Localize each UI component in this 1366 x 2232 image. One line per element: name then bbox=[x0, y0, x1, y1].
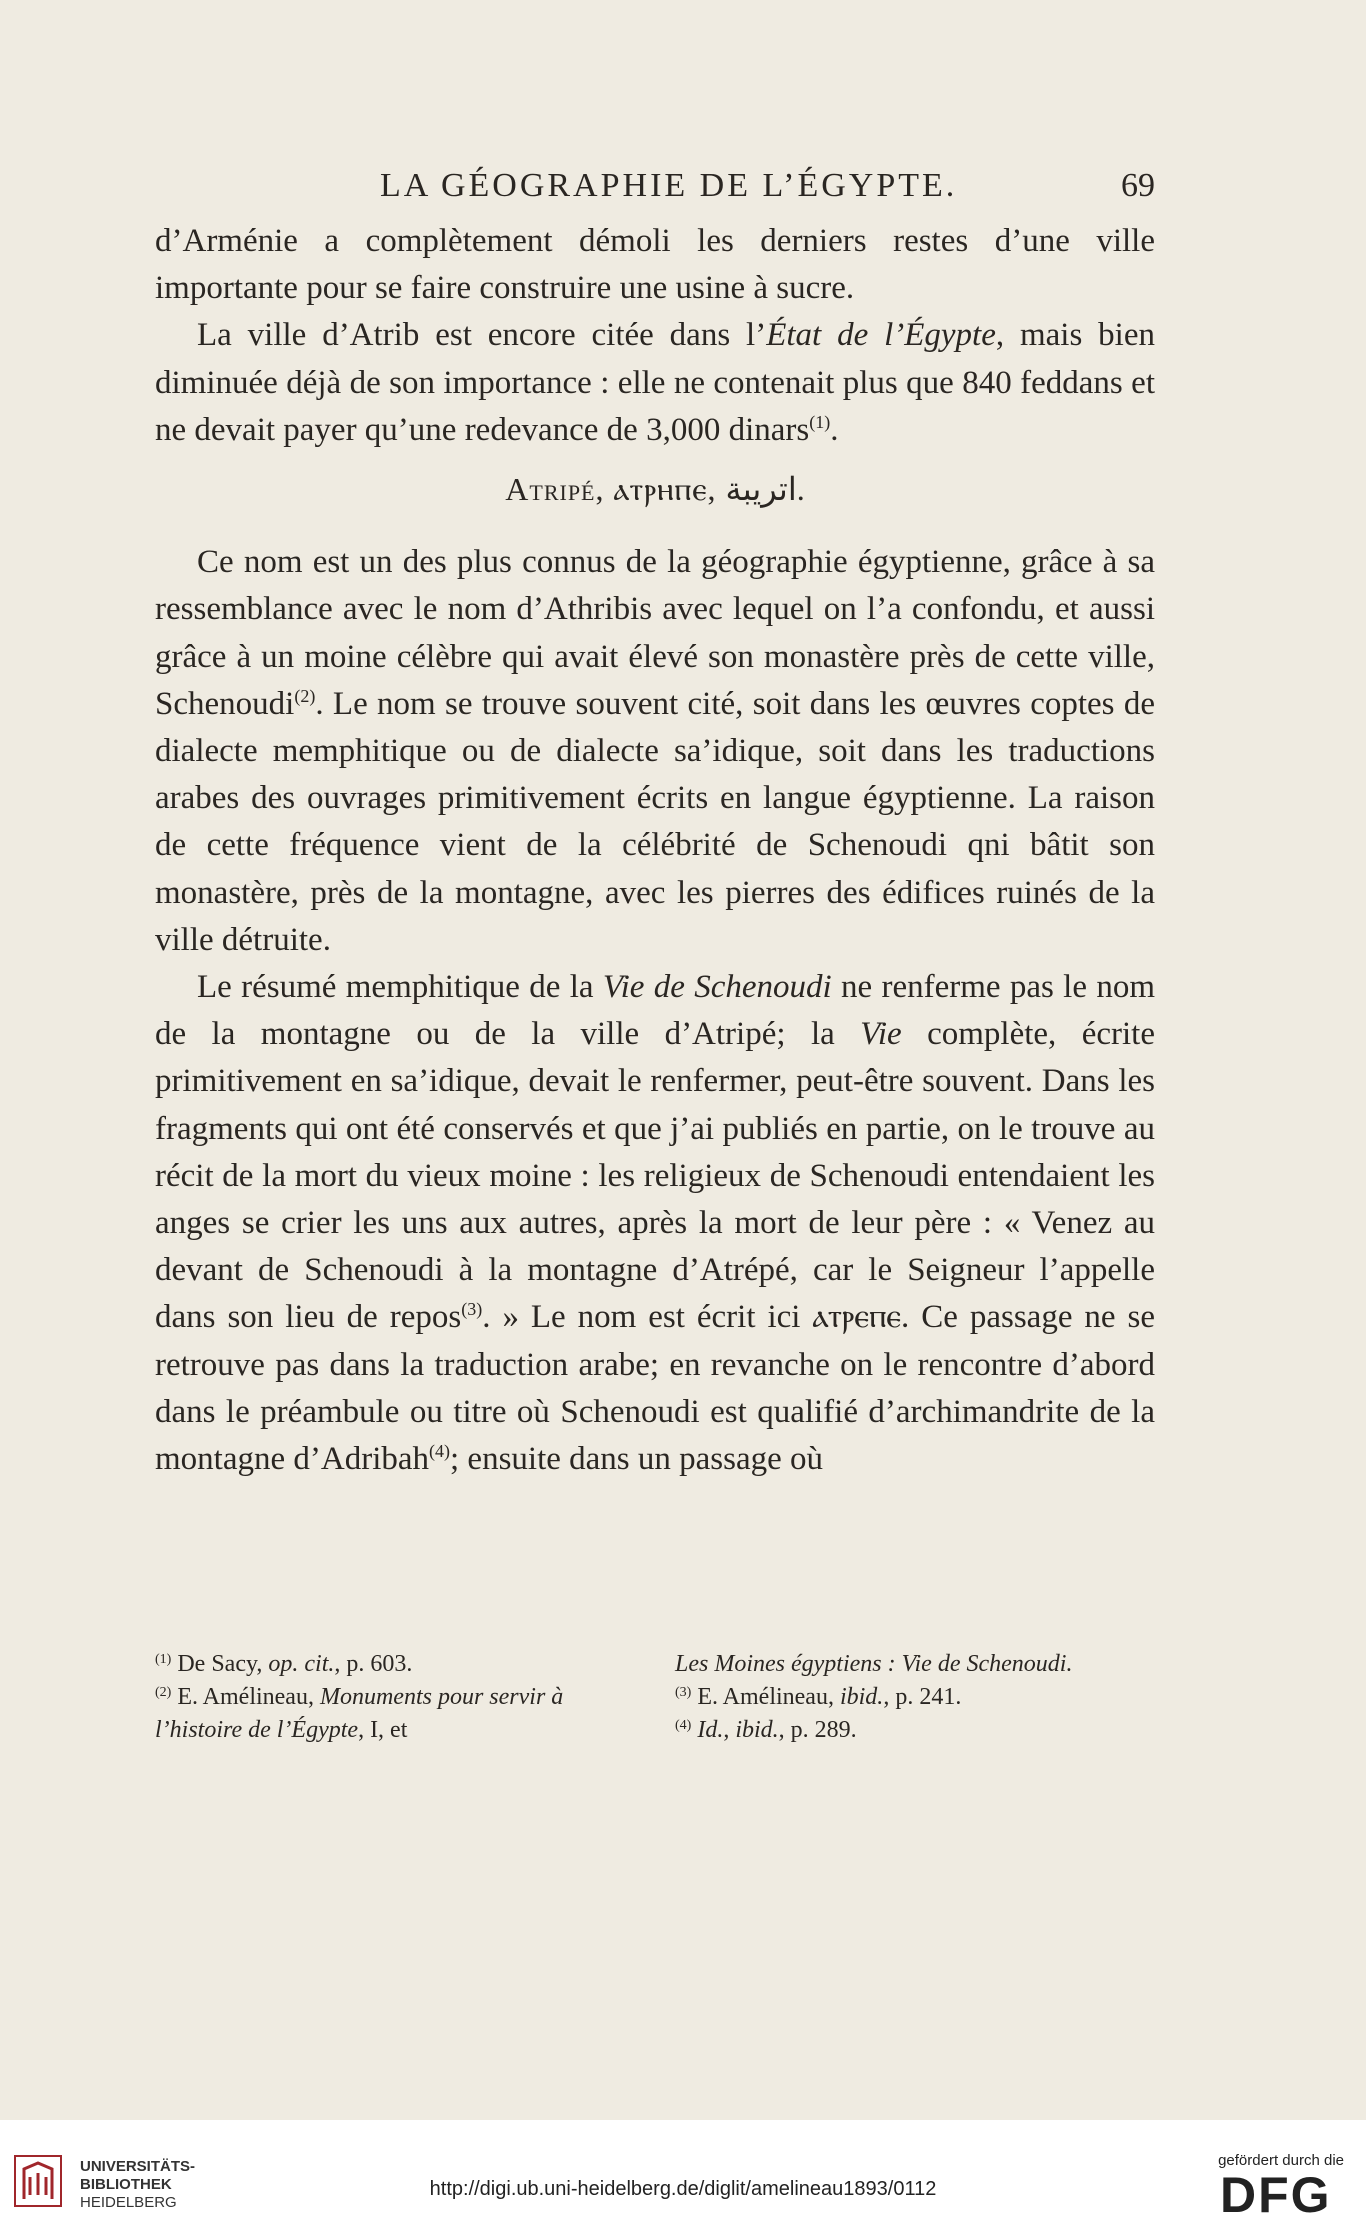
page-number: 69 bbox=[1121, 167, 1155, 204]
page-url-link[interactable]: http://digi.ub.uni-heidelberg.de/diglit/amelineau1893/0112 bbox=[429, 2178, 937, 2200]
body-text bbox=[155, 218, 1155, 1483]
svg-text:DFG: DFG bbox=[1220, 2168, 1332, 2218]
funded-by-caption: gefördert durch die bbox=[1218, 2152, 1344, 2169]
footnote-ref-4[interactable]: (4) bbox=[429, 1441, 451, 1462]
footnote-1: $^{(1)}$ De Sacy, op. cit., p. 603. bbox=[155, 1651, 413, 1677]
footnotes-left-column bbox=[155, 1648, 635, 1747]
footnote-2-continued: Les Moines égyptiens : Vie de Schenoudi. bbox=[675, 1651, 1073, 1677]
footnotes-right-column bbox=[675, 1648, 1155, 1747]
footnote-4: $^{(4)}$ Id., ibid., p. 289. bbox=[675, 1717, 857, 1743]
paragraph-2: La ville d’Atrib est encore citée dans l’État de l’Égypte, mais bien diminuée déjà de son importance : elle ne contenait plus que 840 feddans et ne devait payer qu’une redevance de 3,000 dinars$^{(1)}$. bbox=[155, 317, 1155, 448]
footnote-ref-2[interactable]: (2) bbox=[294, 685, 316, 706]
footnote-ref-3[interactable]: (3) bbox=[461, 1299, 483, 1320]
library-name: UNIVERSITÄTS- BIBLIOTHEK HEIDELBERG bbox=[80, 2158, 196, 2211]
running-title: LA GÉOGRAPHIE DE L’ÉGYPTE. bbox=[380, 167, 958, 204]
footnote-ref-1[interactable]: (1) bbox=[809, 411, 831, 432]
paragraph-4: Le résumé memphitique de la Vie de Schenoudi ne renferme pas le nom de la montagne ou de la ville d’Atripé; la Vie complète, écrite primitivement en sa’idique, devait le renfermer, peut-être souvent. Dans les fragments qui ont été conservés et que j’ai publiés en partie, on le trouve au récit de la mort du vieux moine : les religieux de Schenoudi entendaient les anges se crier les uns aux autres, après la mort de leur père : « Venez au devant de Schenoudi à la montagne d’Atrépé, car le Seigneur l’appelle dans son lieu de repos$^{(3)}$. » Le nom est écrit ici ⲁⲧⲣⲉⲡⲉ. Ce passage ne se retrouve pas dans la traduction arabe; en revanche on le rencontre d’abord dans le préambule ou titre où Schenoudi est qualifié d’archimandrite de la montagne d’Adribah$^{(4)}$; ensuite dans un passage où bbox=[155, 969, 1156, 1478]
footnote-2: $^{(2)}$ E. Amélineau, Monuments pour servir à l’histoire de l’Égypte, I, et bbox=[155, 1684, 564, 1743]
paragraph-1: d’Arménie a complètement démoli les derniers restes d’une ville importante pour se faire construire une usine à sucre. bbox=[155, 223, 1155, 307]
footnote-3: $^{(3)}$ E. Amélineau, ibid., p. 241. bbox=[675, 1684, 962, 1710]
viewer-footer bbox=[0, 2120, 1366, 2232]
paragraph-3: Ce nom est un des plus connus de la géographie égyptienne, grâce à sa ressemblance avec le nom d’Athribis avec lequel on l’a confondu, et aussi grâce à un moine célèbre qui avait élevé son monastère près de cette ville, Schenoudi$^{(2)}$. Le nom se trouve souvent cité, soit dans les œuvres coptes de dialecte memphitique ou de dialecte sa’idique, soit dans les traductions arabes des ouvrages primitivement écrits en langue égyptienne. La raison de cette fréquence vient de la célébrité de Schenoudi qni bâtit son monastère, près de la montagne, avec les pierres des édifices ruinés de la ville détruite. bbox=[155, 544, 1155, 958]
dfg-logo-icon bbox=[1220, 2168, 1348, 2218]
section-heading: Atripé, ⲁⲧⲣⲏⲡⲉ, اتريبة. bbox=[505, 471, 805, 508]
